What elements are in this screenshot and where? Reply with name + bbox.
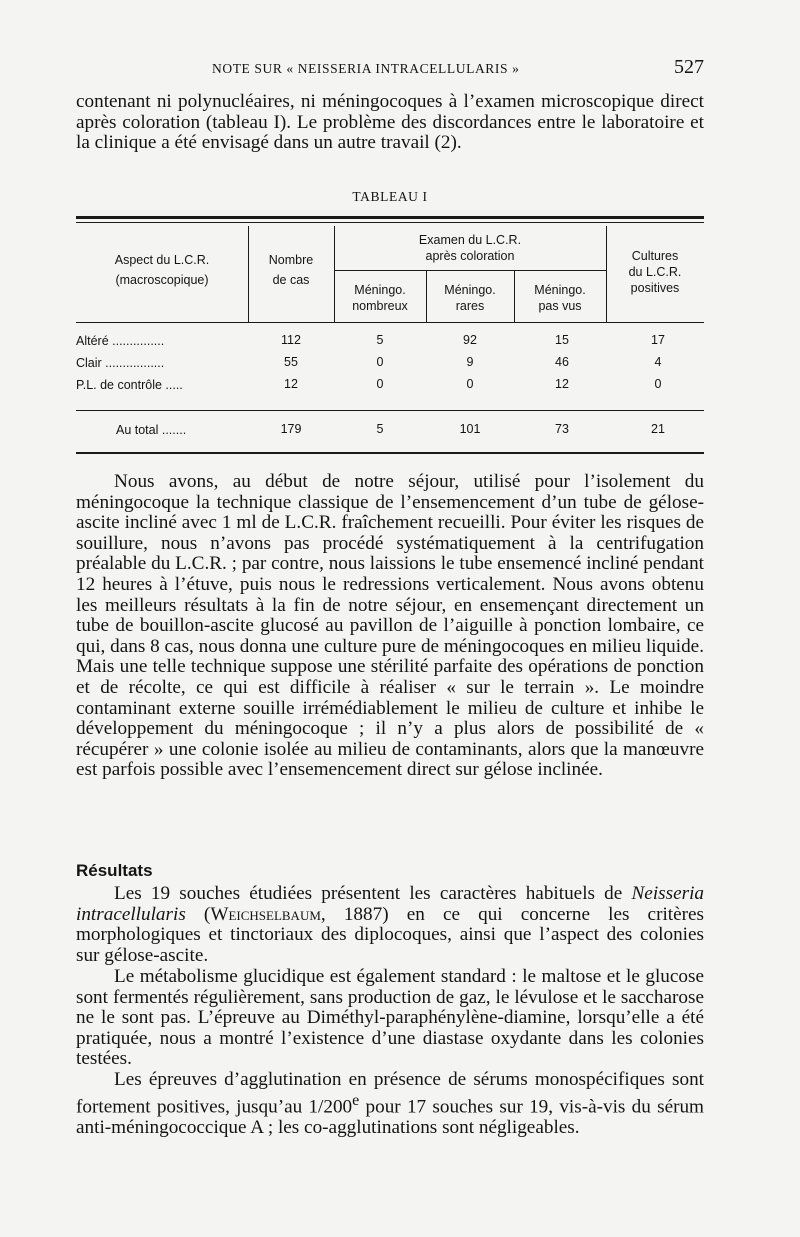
header-sub1-line2: nombreux xyxy=(352,299,408,313)
header-sub2-line1: Méningo. xyxy=(444,283,496,297)
results-1-before: Les 19 souches étudiées présentent les caractères habituels de xyxy=(114,883,632,904)
row-nombreux: 5 xyxy=(376,333,384,347)
results-1-paren: ( xyxy=(185,903,211,925)
technique-paragraph: Nous avons, au début de notre séjour, utilisé pour l’isolement du méningocoque la technique classique de l’ensemencement d’un tube de gélose-ascite incliné avec 1 ml de L.C.R. fraîchement recueilli. Pour éviter les risques de souillure, nous n’avons pas procédé systématiquement à la centrifugation préalable du L.C.R. ; par contre, nous laissions le tube ensemencé incliné pendant 12 heures à l’étuve, puis nous le redressions verticalement. Nous avons obtenu les meilleurs résultats à la fin de notre séjour, en ensemençant directement un tube de bouillon-ascite glucosé au pavillon de l’aiguille à ponction lombaire, ce qui, dans 8 cas, nous donna une culture pure de méningocoques en milieu liquide. Mais une telle technique suppose une stérilité parfaite des opérations de ponction et de récolte, ce qui est difficile à réaliser « sur le terrain ». Le moindre contaminant externe souille irrémédiablement le milieu de culture et inhibe le développement du méningocoque ; il n’y a plus alors de possibilité de « récupérer » une colonie isolée au milieu de contaminants, alors que la manœuvre est parfois possible avec l’ensemencement direct sur gélose inclinée. xyxy=(76,471,704,781)
header-meningo-rares xyxy=(426,282,514,314)
header-cultures-line2: du L.C.R. xyxy=(628,265,682,279)
row-pas-vus: 12 xyxy=(555,377,569,391)
page-number: 527 xyxy=(674,56,704,78)
row-pas-vus: 15 xyxy=(555,333,569,347)
header-cultures xyxy=(606,248,704,296)
row-nombreux: 0 xyxy=(376,377,384,391)
header-cultures-line1: Cultures xyxy=(631,249,679,263)
results-1-after: , 1887) en ce qui concerne les critères morphologiques et tinctoriaux des diplocoques, ainsi que l’aspect des colonies sur gélose-ascite. xyxy=(76,903,705,966)
results-3-after: pour 17 souches sur 19, vis-à-vis du sérum anti-méningococcique A ; les co-agglutinations sont négligeables. xyxy=(76,1095,704,1138)
results-3-superscript: e xyxy=(352,1091,360,1109)
total-cas: 179 xyxy=(280,422,302,436)
row-label: Altéré ............... xyxy=(76,334,165,348)
total-pas-vus: 73 xyxy=(555,422,569,436)
row-rares: 92 xyxy=(463,333,477,347)
row-cas: 112 xyxy=(281,333,301,347)
table-bottom-rule xyxy=(76,452,704,454)
header-sub1-line1: Méningo. xyxy=(354,283,406,297)
table-caption: TABLEAU I xyxy=(352,189,428,204)
row-cultures: 0 xyxy=(654,377,662,391)
total-nombreux: 5 xyxy=(376,422,384,436)
header-sub2-line2: rares xyxy=(455,299,485,313)
header-examen xyxy=(334,232,606,264)
intro-paragraph: contenant ni polynucléaires, ni méningocoques à l’examen microscopique direct après coloration (tableau I). Le problème des discordances entre le laboratoire et la clinique a été envisagé dans un autre travail (2). xyxy=(76,91,704,154)
total-label: Au total ....... xyxy=(116,423,187,437)
row-nombreux: 0 xyxy=(376,355,384,369)
header-meningo-nombreux xyxy=(334,282,426,314)
header-nombre-line2: de cas xyxy=(272,273,310,287)
header-examen-line2: après coloration xyxy=(425,249,515,263)
row-cultures: 17 xyxy=(651,333,665,347)
header-sub3-line1: Méningo. xyxy=(534,283,586,297)
header-nombre xyxy=(248,252,334,288)
table-total-rule xyxy=(76,410,704,411)
results-paragraph-1 xyxy=(76,884,704,966)
total-rares: 101 xyxy=(459,422,481,436)
table-examen-subrule xyxy=(334,270,606,271)
row-rares: 0 xyxy=(466,377,474,391)
header-sub3-line2: pas vus xyxy=(538,299,582,313)
header-aspect xyxy=(76,252,248,288)
species-name: Neisseria intracellularis xyxy=(76,883,704,925)
section-heading-resultats: Résultats xyxy=(76,861,153,880)
header-nombre-line1: Nombre xyxy=(268,253,314,267)
results-table xyxy=(76,216,704,456)
row-pas-vus: 46 xyxy=(555,355,569,369)
row-rares: 9 xyxy=(466,355,474,369)
row-cultures: 4 xyxy=(654,355,662,369)
running-header xyxy=(76,56,704,80)
table-header-bottom-rule xyxy=(76,322,704,323)
row-cas: 12 xyxy=(284,377,298,391)
header-examen-line1: Examen du L.C.R. xyxy=(418,233,522,247)
results-paragraph-3 xyxy=(76,1070,704,1138)
results-paragraph-2: Le métabolisme glucidique est également standard : le maltose et le glucose sont fermentés régulièrement, sans production de gaz, le lévulose et le saccharose ne le sont pas. L’épreuve au Diméthyl-paraphénylène-diamine, lorsqu’elle a été pratiquée, nous a montré l’existence d’une diastase oxydante dans les colonies testées. xyxy=(76,966,704,1070)
header-aspect-line2: (macroscopique) xyxy=(115,273,209,287)
running-title: NOTE SUR « NEISSERIA INTRACELLULARIS » xyxy=(212,61,520,76)
author-name: Weichselbaum xyxy=(210,903,321,925)
header-aspect-line1: Aspect du L.C.R. xyxy=(114,253,210,267)
row-label: P.L. de contrôle ..... xyxy=(76,378,183,392)
table-top-rule-thick xyxy=(76,216,704,219)
row-cas: 55 xyxy=(284,355,298,369)
total-cultures: 21 xyxy=(651,422,665,436)
row-label: Clair ................. xyxy=(76,356,165,370)
results-3-before: Les épreuves d’agglutination en présence de sérums monospécifiques sont fortement positives, jusqu’au 1/200 xyxy=(76,1069,704,1117)
table-top-rule-thin xyxy=(76,222,704,223)
header-meningo-pas-vus xyxy=(514,282,606,314)
header-cultures-line3: positives xyxy=(630,281,680,295)
